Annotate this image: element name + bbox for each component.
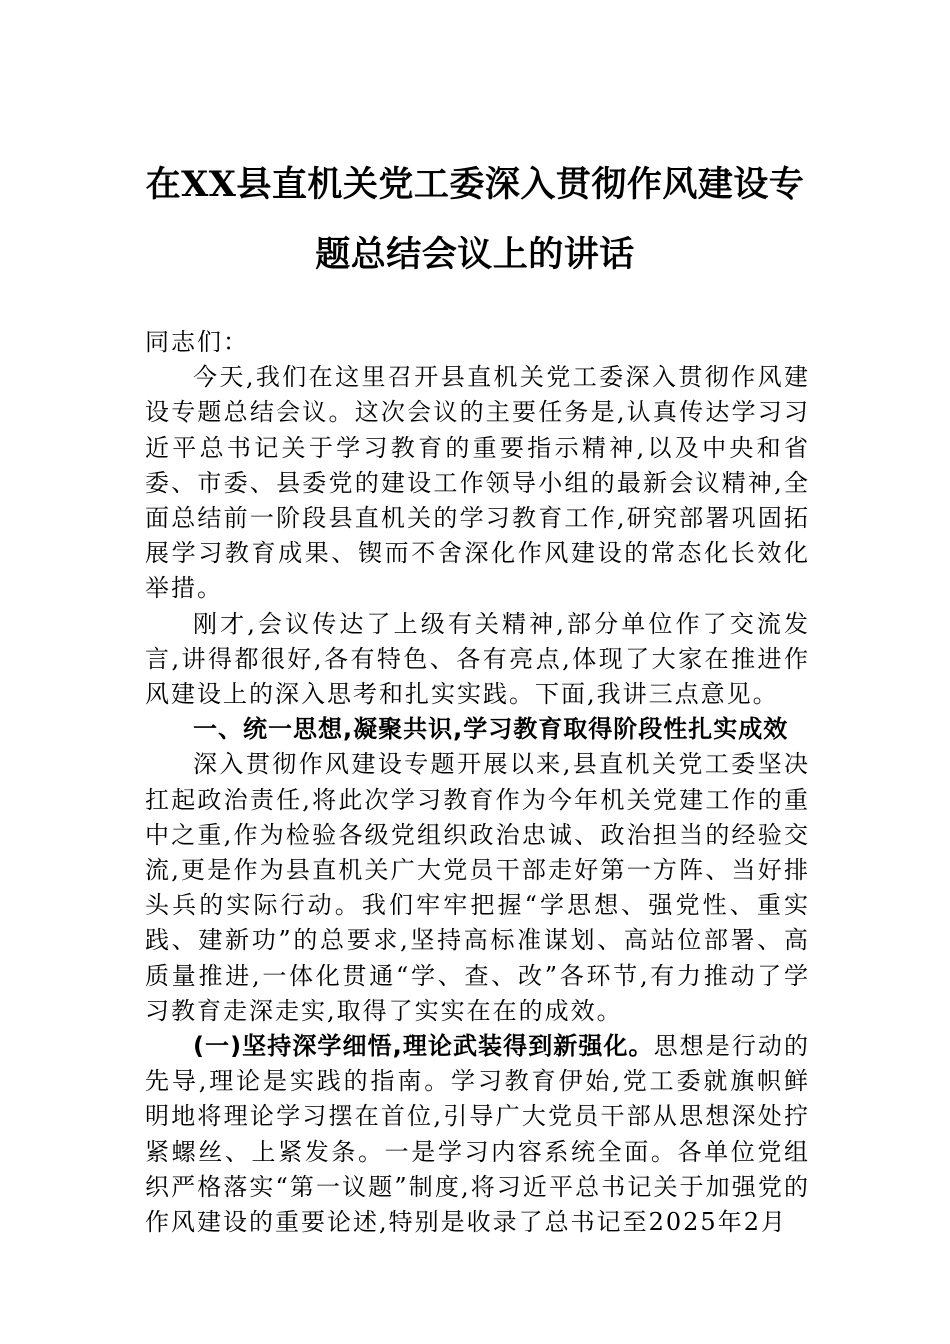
paragraph-opening: 今天,我们在这里召开县直机关党工委深入贯彻作风建设专题总结会议。这次会议的主要任务是,认真传达学习习近平总书记关于学习教育的重要指示精神,以及中央和省委、市委、县委党的建设工作领导小组的最新会议精神,全面总结前一阶段县直机关的学习教育工作,研究部署巩固拓展学习教育成果、锲而不舍深化作风建设的常态化长效化举措。 <box>145 363 810 603</box>
document-body <box>145 325 810 1240</box>
section1-paragraph: 深入贯彻作风建设专题开展以来,县直机关党工委坚决扛起政治责任,将此次学习教育作为今年机关党建工作的重中之重,作为检验各级党组织政治忠诚、政治担当的经验交流,更是作为县直机关广大党员干部走好第一方阵、当好排头兵的实际行动。我们牢牢把握“学思想、强党性、重实践、建新功”的总要求,坚持高标准谋划、高站位部署、高质量推进,一体化贯通“学、查、改”各环节,有力推动了学习教育走深走实,取得了实实在在的成效。 <box>145 750 810 1025</box>
section1-heading: 一、统一思想,凝聚共识,学习教育取得阶段性扎实成效 <box>193 715 789 744</box>
subsection1-paragraph <box>145 1029 810 1240</box>
salutation: 同志们： <box>145 328 249 356</box>
subsection1-heading: (一)坚持深学细悟,理论武装得到新强化。 <box>193 1032 654 1061</box>
document-title-line1: 在XX县直机关党工委深入贯彻作风建设专 <box>145 164 805 205</box>
document-title-line2: 题总结会议上的讲话 <box>315 234 635 275</box>
paragraph-remarks: 刚才,会议传达了上级有关精神,部分单位作了交流发言,讲得都很好,各有特色、各有亮点,体现了大家在推进作风建设上的深入思考和扎实实践。下面,我讲三点意见。 <box>145 609 810 709</box>
subsection1-text: 思想是行动的先导,理论是实践的指南。学习教育伊始,党工委就旗帜鲜明地将理论学习摆在首位,引导广大党员干部从思想深处拧紧螺丝、上紧发条。一是学习内容系统全面。各单位党组织严格落实“第一议题”制度,将习近平总书记关于加强党的作风建设的重要论述,特别是收录了总书记至2025年2月 <box>145 1032 810 1237</box>
